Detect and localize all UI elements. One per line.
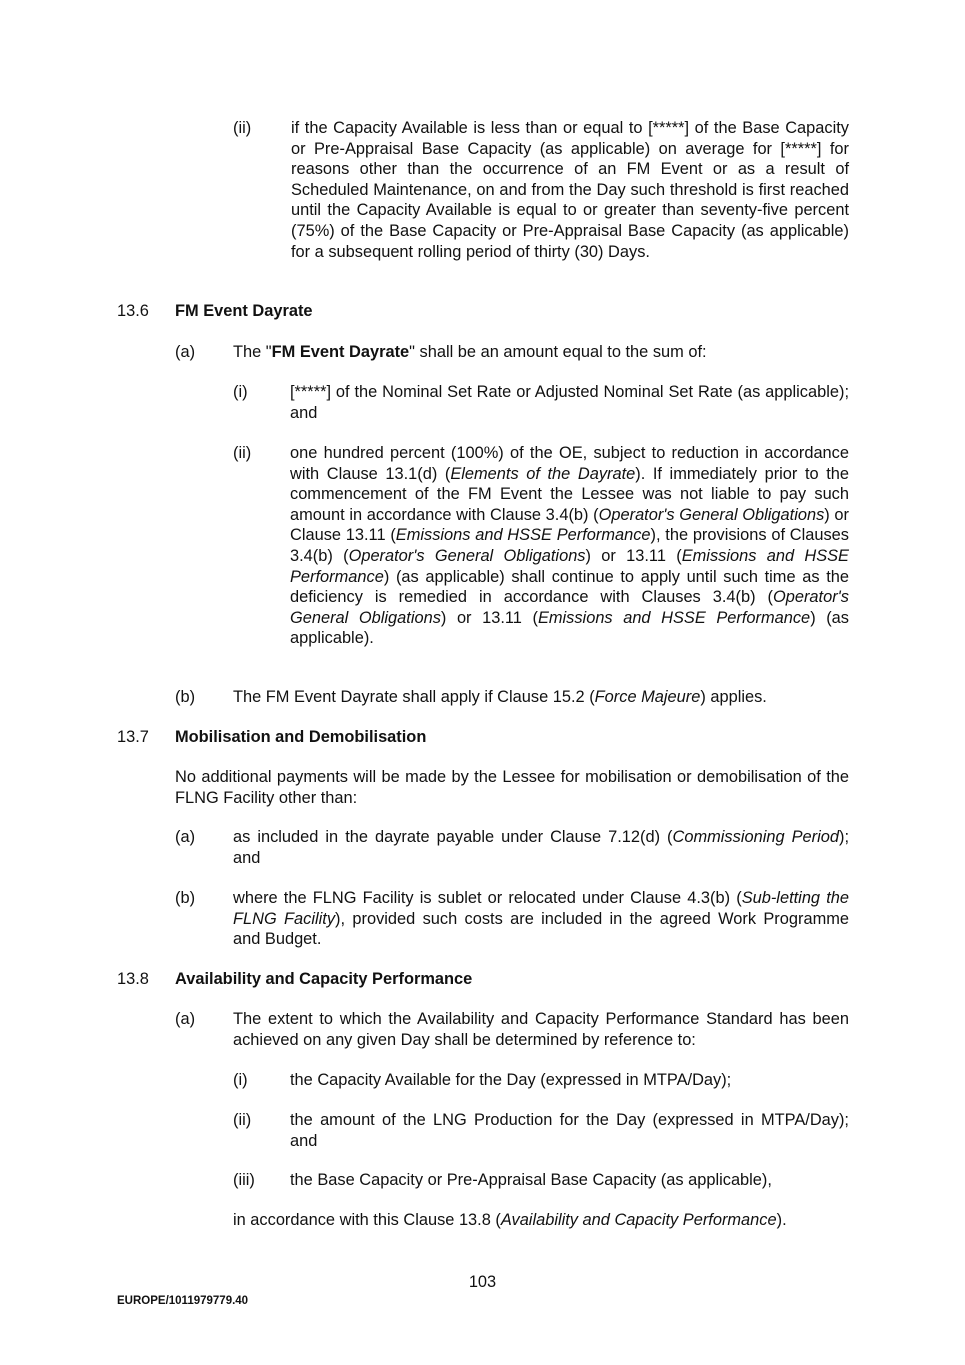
- footer-reference: EUROPE/1011979779.40: [117, 1295, 249, 1307]
- clause-paragraph: [*****] of the Nominal Set Rate or Adjusted Nominal Set Rate (as applicable); and: [290, 383, 849, 422]
- list-number: (a): [175, 828, 196, 846]
- list-number: (ii): [233, 119, 252, 137]
- list-number: (b): [175, 889, 196, 907]
- section-number: 13.6: [117, 302, 149, 320]
- page-number: 103: [468, 1273, 497, 1291]
- clause-paragraph: in accordance with this Clause 13.8 (Availability and Capacity Performance).: [233, 1211, 787, 1229]
- list-number: (ii): [233, 1111, 252, 1129]
- list-number: (b): [175, 688, 196, 706]
- clause-paragraph: one hundred percent (100%) of the OE, subject to reduction in accordance with Clause 13.1(d) (Elements of the Dayrate). If immediately prior to the commencement of the FM Event the Lessee was not liable to pay such amount in accordance with Clause 3.4(b) (Operator's General Obligations) or Clause 13.11 (Emissions and HSSE Performance), the provisions of Clauses 3.4(b) (Operator's General Obligations) or 13.11 (Emissions and HSSE Performance) (as applicable) shall continue to apply until such time as the deficiency is remedied in accordance with Clauses 3.4(b) (Operator's General Obligations) or 13.11 (Emissions and HSSE Performance) (as applicable).: [290, 444, 849, 648]
- list-number: (i): [233, 383, 248, 401]
- clause-paragraph: the amount of the LNG Production for the Day (expressed in MTPA/Day); and: [290, 1111, 849, 1150]
- clause-paragraph: No additional payments will be made by the Lessee for mobilisation or demobilisation of the FLNG Facility other than:: [175, 768, 849, 807]
- list-number: (ii): [233, 444, 252, 462]
- section-heading: Mobilisation and Demobilisation: [175, 728, 427, 746]
- section-number: 13.8: [117, 970, 149, 988]
- clause-paragraph: The extent to which the Availability and Capacity Performance Standard has been achieved on any given Day shall be determined by reference to:: [233, 1010, 849, 1049]
- section-heading: FM Event Dayrate: [175, 302, 313, 320]
- section-number: 13.7: [117, 728, 149, 746]
- list-number: (a): [175, 1010, 196, 1028]
- clause-paragraph: the Capacity Available for the Day (expressed in MTPA/Day);: [290, 1071, 732, 1089]
- clause-paragraph: The FM Event Dayrate shall apply if Clause 15.2 (Force Majeure) applies.: [233, 688, 767, 706]
- list-number: (i): [233, 1071, 248, 1089]
- clause-paragraph: the Base Capacity or Pre-Appraisal Base Capacity (as applicable),: [290, 1171, 772, 1189]
- clause-paragraph: where the FLNG Facility is sublet or relocated under Clause 4.3(b) (Sub-letting the FLNG Facility), provided such costs are included in the agreed Work Programme and Budget.: [233, 889, 849, 949]
- clause-paragraph: if the Capacity Available is less than or equal to [*****] of the Base Capacity or Pre-Appraisal Base Capacity (as applicable) on average for [*****] for reasons other than the occurrence of an FM Event or as a result of Scheduled Maintenance, on and from the Day such threshold is first reached until the Capacity Available is equal to or greater than seventy-five percent (75%) of the Base Capacity or Pre-Appraisal Base Capacity (as applicable) for a subsequent rolling period of thirty (30) Days.: [291, 119, 849, 261]
- list-number: (a): [175, 343, 196, 361]
- section-heading: Availability and Capacity Performance: [175, 970, 473, 988]
- list-number: (iii): [233, 1171, 255, 1189]
- clause-paragraph: The "FM Event Dayrate" shall be an amount equal to the sum of:: [233, 343, 707, 361]
- clause-paragraph: as included in the dayrate payable under Clause 7.12(d) (Commissioning Period); and: [233, 828, 849, 867]
